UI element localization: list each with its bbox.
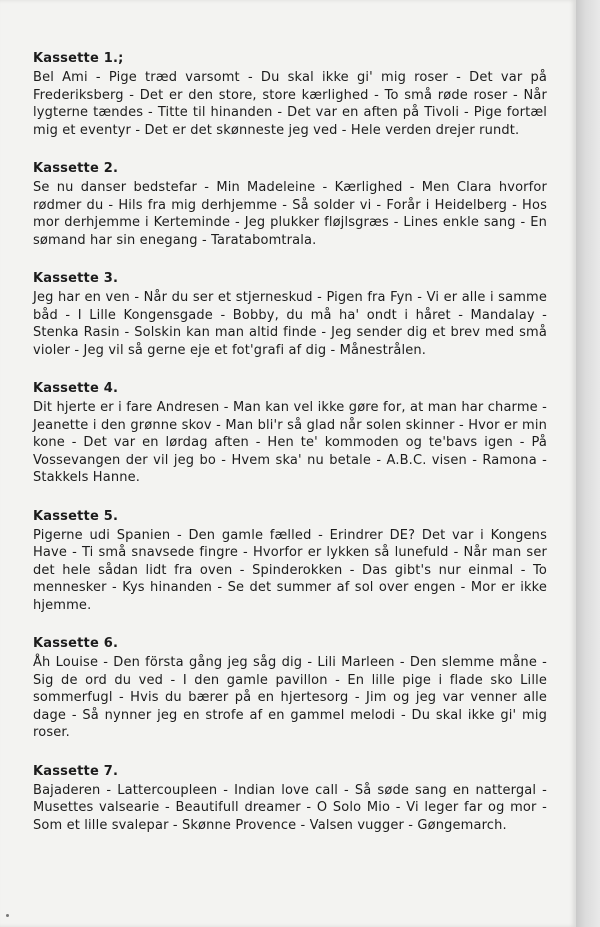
cassette-track-list: Jeg har en ven - Når du ser et stjerneskud - Pigen fra Fyn - Vi er alle i samme båd - I Lille Kongensgade - Bobby, du må ha' ondt i håret - Mandalay - Stenka Rasin - Solskin kan man altid finde - Jeg sender dig et brev med små violer - Jeg vil så gerne eje et fot'grafi af dig - Månestrålen. (33, 290, 547, 358)
cassette-title: Kassette 2. (33, 161, 119, 176)
cassette-track-list: Pigerne udi Spanien - Den gamle fælled - Erindrer DE? Det var i Kongens Have - Ti små snavsede fingre - Hvorfor er lykken så lunefuld - Når man ser det hele sådan lidt fra oven - Spinderokken - Das gibt's nur einmal - To mennesker - Kys hinanden - Se det summer af sol over engen - Mor er ikke hjemme. (33, 527, 547, 613)
cassette-title: Kassette 4. (33, 381, 119, 396)
cassette-track-list: Se nu danser bedstefar - Min Madeleine - Kærlighed - Men Clara hvorfor rødmer du - Hils fra mig derhjemme - Så solder vi - Forår i Heidelberg - Hos mor derhjemme i Kerteminde - Jeg plukker fløjlsgræs - Lines enkle sang - En sømand har sin enegang - Taratabomtrala. (33, 180, 547, 248)
cassette-title: Kassette 7. (33, 763, 119, 779)
cassette-section-4 (33, 381, 547, 487)
cassette-section-5 (33, 509, 547, 615)
cassette-title: Kassette 3. (33, 271, 119, 286)
cassette-title: Kassette 5. (33, 508, 119, 524)
page-fold-edge (576, 0, 600, 927)
cassette-track-list: Åh Louise - Den första gång jeg såg dig - Lili Marleen - Den slemme måne - Sig de ord du ved - I den gamle pavillon - En lille pige i flade sko Lille sommerfugl - Hvis du bærer på en hjertesorg - Jim og jeg var venner alle dage - Så nynner jeg en strofe af en gammel melodi - Du skal ikke gi' mig roser. (33, 655, 547, 740)
print-speck (6, 914, 9, 917)
cassette-title: Kassette 6. (33, 636, 119, 651)
cassette-section-6 (33, 636, 547, 742)
cassette-section-1 (33, 51, 547, 139)
cassette-section-7 (33, 764, 547, 835)
cassette-section-3 (33, 271, 547, 359)
cassette-track-list: Dit hjerte er i fare Andresen - Man kan vel ikke gøre for, at man har charme - Jeanette i den grønne skov - Man bli'r så glad når solen skinner - Hvor er min kone - Det var en lørdag aften - Hen te' kommoden og te'bavs igen - På Vossevangen der vil jeg bo - Hvem ska' nu betale - A.B.C. visen - Ramona - Stakkels Hanne. (33, 400, 547, 485)
cassette-track-list: Bajaderen - Lattercoupleen - Indian love call - Så søde sang en nattergal - Musettes valsearie - Beautifull dreamer - O Solo Mio - Vi leger far og mor - Som et lille svalepar - Skønne Provence - Valsen vugger - Gøngemarch. (33, 782, 547, 833)
cassette-section-2 (33, 161, 547, 249)
cassette-track-list: Bel Ami - Pige træd varsomt - Du skal ikke gi' mig roser - Det var på Frederiksberg - Det er den store, store kærlighed - To små røde roser - Når lygterne tændes - Titte til hinanden - Det var en aften på Tivoli - Pige fortæl mig et eventyr - Det er det skønneste jeg ved - Hele verden drejer rundt. (33, 70, 547, 138)
track-listing (33, 51, 547, 856)
cassette-title: Kassette 1.; (33, 51, 124, 66)
